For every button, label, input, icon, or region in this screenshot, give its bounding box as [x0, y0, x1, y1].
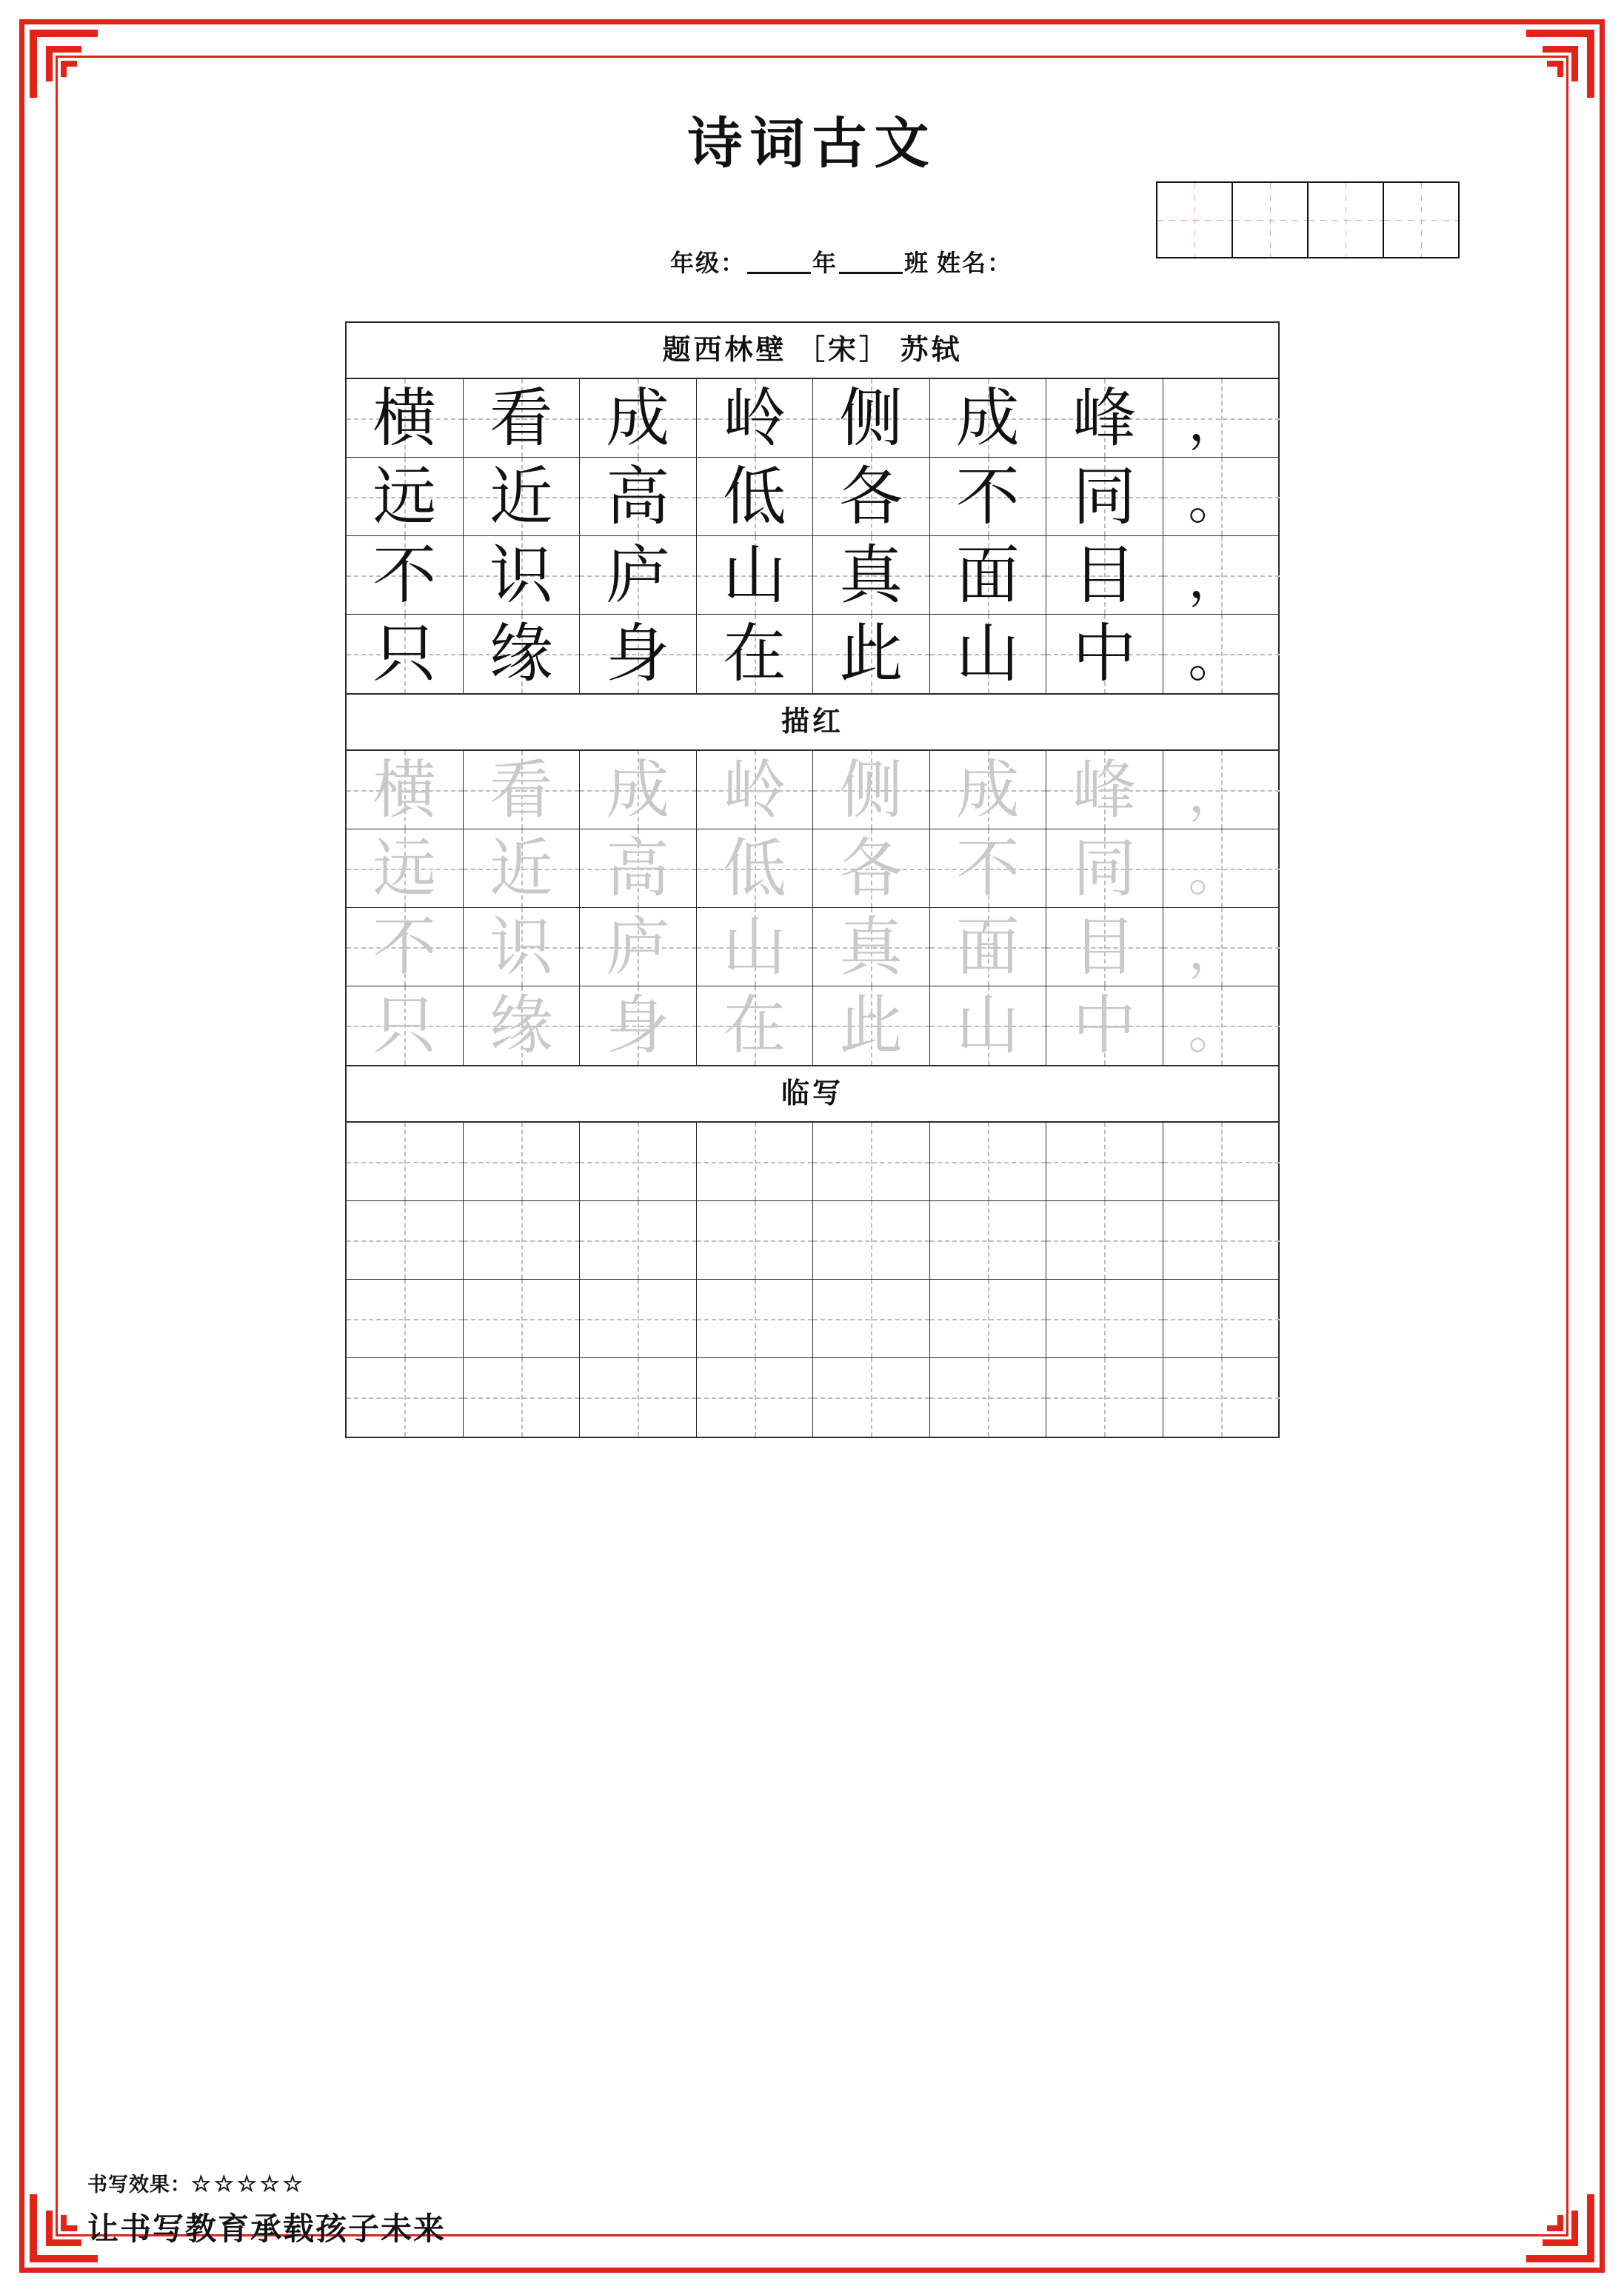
- guide-horizontal: [464, 1319, 580, 1320]
- character-glyph: 岭: [722, 754, 786, 826]
- character-glyph: 庐: [606, 539, 670, 611]
- guide-vertical: [521, 1358, 523, 1437]
- character-cell[interactable]: [813, 1201, 930, 1280]
- character-glyph: 山: [955, 618, 1020, 689]
- guide-vertical: [404, 1358, 406, 1437]
- character-cell[interactable]: [813, 829, 930, 908]
- guide-horizontal: [1046, 1162, 1163, 1163]
- character-glyph: 看: [489, 754, 553, 826]
- guide-vertical: [1104, 1280, 1106, 1357]
- guide-horizontal: [930, 1162, 1046, 1163]
- punctuation-glyph: 。: [1188, 631, 1240, 688]
- grid-row: [347, 1358, 1278, 1437]
- character-cell[interactable]: [813, 536, 930, 615]
- practice-sheet: [345, 321, 1280, 1438]
- character-cell[interactable]: [1046, 1201, 1163, 1280]
- character-cell[interactable]: [930, 1123, 1047, 1201]
- name-box-cell[interactable]: [1232, 181, 1309, 258]
- character-glyph: 缘: [489, 990, 553, 1061]
- character-cell[interactable]: [580, 1280, 697, 1358]
- guide-vertical: [871, 1123, 872, 1200]
- character-cell[interactable]: [697, 1123, 814, 1201]
- character-cell[interactable]: [464, 379, 581, 458]
- guide-vertical: [638, 1280, 639, 1357]
- character-cell[interactable]: [580, 986, 697, 1065]
- grid-row: [347, 536, 1278, 615]
- guide-vertical: [1104, 1123, 1106, 1200]
- character-cell[interactable]: [1046, 379, 1163, 458]
- punctuation-glyph: ，: [1188, 923, 1240, 980]
- character-cell[interactable]: [813, 379, 930, 458]
- guide-horizontal: [813, 1319, 929, 1320]
- guide-horizontal: [347, 1319, 463, 1320]
- corner-ornament-top-left: [30, 30, 98, 98]
- character-cell[interactable]: [930, 536, 1047, 615]
- poem-header: 题西林壁 ［宋］ 苏轼: [347, 323, 1278, 379]
- character-cell[interactable]: [697, 1280, 814, 1358]
- character-glyph: 成: [955, 382, 1020, 454]
- character-glyph: 面: [955, 539, 1020, 611]
- character-cell[interactable]: [580, 1201, 697, 1280]
- character-glyph: 只: [372, 618, 437, 689]
- guide-vertical: [871, 1358, 872, 1437]
- character-glyph: 横: [372, 382, 437, 454]
- character-cell[interactable]: [347, 1123, 464, 1201]
- character-cell[interactable]: [1163, 536, 1280, 615]
- guide-horizontal: [1046, 1319, 1163, 1320]
- character-cell[interactable]: [1163, 458, 1280, 536]
- character-cell[interactable]: [1163, 379, 1280, 458]
- character-cell[interactable]: [1046, 536, 1163, 615]
- character-glyph: 不: [955, 832, 1020, 904]
- guide-vertical: [521, 1123, 523, 1200]
- grid-row: [347, 829, 1278, 908]
- character-cell[interactable]: [464, 751, 581, 829]
- character-glyph: 山: [955, 990, 1020, 1061]
- guide-horizontal: [464, 1240, 580, 1242]
- character-cell[interactable]: [813, 1280, 930, 1358]
- character-cell[interactable]: [697, 458, 814, 536]
- character-cell[interactable]: [697, 379, 814, 458]
- character-cell[interactable]: [1163, 986, 1280, 1065]
- guide-vertical: [404, 1123, 406, 1200]
- guide-vertical: [1221, 1358, 1223, 1437]
- character-glyph: 目: [1072, 911, 1137, 983]
- character-cell[interactable]: [580, 751, 697, 829]
- student-meta-line: [670, 244, 1012, 278]
- character-cell[interactable]: [1163, 1358, 1280, 1437]
- character-cell[interactable]: [347, 379, 464, 458]
- character-cell[interactable]: [1163, 751, 1280, 829]
- grid-row: [347, 1123, 1278, 1201]
- guide-vertical: [755, 1358, 756, 1437]
- character-cell[interactable]: [1163, 615, 1280, 693]
- character-cell[interactable]: [813, 1358, 930, 1437]
- punctuation-glyph: 。: [1188, 845, 1240, 902]
- character-glyph: 峰: [1072, 382, 1137, 454]
- class-label: 班: [904, 250, 930, 276]
- guide-horizontal: [697, 1397, 813, 1399]
- grid-row: [347, 615, 1278, 693]
- character-cell[interactable]: [697, 1358, 814, 1437]
- copy-band-label: 临写: [347, 1065, 1278, 1123]
- character-cell[interactable]: [930, 1280, 1047, 1358]
- guide-horizontal: [1046, 1397, 1163, 1399]
- character-glyph: 低: [722, 461, 786, 532]
- character-glyph: 只: [372, 990, 437, 1061]
- grid-row: [347, 908, 1278, 986]
- punctuation-glyph: ，: [1188, 552, 1240, 609]
- guide-horizontal: [813, 1162, 929, 1163]
- name-entry-boxes[interactable]: [1157, 181, 1460, 258]
- character-glyph: 成: [606, 382, 670, 454]
- character-cell[interactable]: [930, 751, 1047, 829]
- character-cell[interactable]: [580, 615, 697, 693]
- character-cell[interactable]: [930, 379, 1047, 458]
- character-cell[interactable]: [1163, 1123, 1280, 1201]
- character-cell[interactable]: [813, 751, 930, 829]
- character-cell[interactable]: [1163, 1201, 1280, 1280]
- character-cell[interactable]: [697, 908, 814, 986]
- character-cell[interactable]: [580, 458, 697, 536]
- character-cell[interactable]: [1046, 829, 1163, 908]
- character-cell[interactable]: [347, 986, 464, 1065]
- character-glyph: 同: [1072, 461, 1137, 532]
- guide-horizontal: [930, 1397, 1046, 1399]
- character-glyph: 高: [606, 832, 670, 904]
- guide-vertical: [1221, 1123, 1223, 1200]
- guide-vertical: [988, 1201, 989, 1279]
- character-glyph: 缘: [489, 618, 553, 689]
- guide-vertical: [521, 1201, 523, 1279]
- character-glyph: 山: [722, 539, 786, 611]
- guide-horizontal: [464, 1162, 580, 1163]
- guide-vertical: [871, 1201, 872, 1279]
- character-glyph: 不: [372, 539, 437, 611]
- character-cell[interactable]: [930, 829, 1047, 908]
- character-glyph: 真: [839, 911, 903, 983]
- guide-horizontal: [347, 1240, 463, 1242]
- guide-horizontal: [813, 1397, 929, 1399]
- character-glyph: 远: [372, 832, 437, 904]
- character-glyph: 看: [489, 382, 553, 454]
- guide-vertical: [988, 1280, 989, 1357]
- character-cell[interactable]: [580, 829, 697, 908]
- character-cell[interactable]: [813, 908, 930, 986]
- character-glyph: 在: [722, 618, 786, 689]
- character-glyph: 庐: [606, 911, 670, 983]
- grid-row: [347, 986, 1278, 1065]
- character-cell[interactable]: [1046, 986, 1163, 1065]
- character-cell[interactable]: [813, 986, 930, 1065]
- character-cell[interactable]: [930, 986, 1047, 1065]
- character-glyph: 身: [606, 618, 670, 689]
- character-glyph: 不: [372, 911, 437, 983]
- character-glyph: 目: [1072, 539, 1137, 611]
- character-glyph: 身: [606, 990, 670, 1061]
- guide-horizontal: [697, 1162, 813, 1163]
- character-glyph: 中: [1072, 990, 1137, 1061]
- guide-vertical: [521, 1280, 523, 1357]
- guide-horizontal: [1163, 1240, 1280, 1242]
- name-box-cell[interactable]: [1383, 181, 1460, 258]
- guide-horizontal: [580, 1162, 696, 1163]
- character-cell[interactable]: [464, 829, 581, 908]
- character-cell[interactable]: [464, 908, 581, 986]
- writing-rating: [87, 2168, 305, 2197]
- character-cell[interactable]: [1163, 829, 1280, 908]
- guide-horizontal: [464, 1397, 580, 1399]
- character-cell[interactable]: [697, 615, 814, 693]
- character-cell[interactable]: [464, 1358, 581, 1437]
- guide-vertical: [638, 1201, 639, 1279]
- character-cell[interactable]: [580, 379, 697, 458]
- guide-horizontal: [1163, 1162, 1280, 1163]
- character-cell[interactable]: [1163, 1280, 1280, 1358]
- character-glyph: 近: [489, 461, 553, 532]
- character-cell[interactable]: [930, 615, 1047, 693]
- character-glyph: 识: [489, 539, 553, 611]
- character-cell[interactable]: [1046, 458, 1163, 536]
- character-cell[interactable]: [930, 458, 1047, 536]
- character-cell[interactable]: [464, 615, 581, 693]
- guide-horizontal: [347, 1162, 463, 1163]
- grade-label: 年级：: [670, 250, 746, 276]
- character-cell[interactable]: [580, 536, 697, 615]
- corner-ornament-top-right: [1526, 30, 1594, 98]
- character-cell[interactable]: [1046, 751, 1163, 829]
- character-cell[interactable]: [347, 536, 464, 615]
- character-cell[interactable]: [813, 458, 930, 536]
- character-cell[interactable]: [347, 615, 464, 693]
- character-cell[interactable]: [464, 1201, 581, 1280]
- guide-horizontal: [580, 1319, 696, 1320]
- corner-ornament-bottom-right: [1526, 2194, 1594, 2262]
- character-cell[interactable]: [1046, 1280, 1163, 1358]
- guide-vertical: [638, 1123, 639, 1200]
- blank-grid: [347, 1123, 1278, 1437]
- character-glyph: 成: [606, 754, 670, 826]
- guide-vertical: [1104, 1358, 1106, 1437]
- character-cell[interactable]: [464, 1280, 581, 1358]
- character-cell[interactable]: [347, 458, 464, 536]
- character-cell[interactable]: [580, 1123, 697, 1201]
- grid-row: [347, 379, 1278, 458]
- guide-vertical: [755, 1123, 756, 1200]
- guide-horizontal: [930, 1240, 1046, 1242]
- character-glyph: 真: [839, 539, 903, 611]
- grid-row: [347, 458, 1278, 536]
- guide-vertical: [1221, 1201, 1223, 1279]
- guide-horizontal: [1163, 1319, 1280, 1320]
- character-cell[interactable]: [1046, 615, 1163, 693]
- guide-horizontal: [813, 1240, 929, 1242]
- character-cell[interactable]: [347, 1201, 464, 1280]
- guide-horizontal: [697, 1319, 813, 1320]
- character-glyph: 低: [722, 832, 786, 904]
- grade-blank[interactable]: [747, 272, 811, 274]
- character-glyph: 不: [955, 461, 1020, 532]
- character-glyph: 岭: [722, 382, 786, 454]
- grid-row: [347, 1280, 1278, 1358]
- guide-horizontal: [347, 1397, 463, 1399]
- guide-vertical: [755, 1280, 756, 1357]
- punctuation-glyph: 。: [1188, 473, 1240, 530]
- character-cell[interactable]: [697, 986, 814, 1065]
- punctuation-glyph: ，: [1188, 766, 1240, 823]
- character-glyph: 此: [839, 618, 903, 689]
- character-cell[interactable]: [347, 751, 464, 829]
- name-label: 姓名：: [937, 250, 1013, 276]
- guide-vertical: [1221, 1280, 1223, 1357]
- guide-horizontal: [697, 1240, 813, 1242]
- character-cell[interactable]: [464, 458, 581, 536]
- character-cell[interactable]: [1046, 908, 1163, 986]
- character-glyph: 中: [1072, 618, 1137, 689]
- footer-slogan: 让书写教育承载孩子未来: [87, 2213, 447, 2247]
- character-glyph: 峰: [1072, 754, 1137, 826]
- guide-vertical: [1104, 1201, 1106, 1279]
- character-cell[interactable]: [580, 1358, 697, 1437]
- trace-grid: [347, 751, 1278, 1065]
- guide-horizontal: [930, 1319, 1046, 1320]
- character-cell[interactable]: [464, 1123, 581, 1201]
- character-glyph: 近: [489, 832, 553, 904]
- trace-band-label: 描红: [347, 693, 1278, 751]
- character-glyph: 识: [489, 911, 553, 983]
- character-cell[interactable]: [580, 908, 697, 986]
- rating-stars[interactable]: ☆☆☆☆☆: [191, 2172, 306, 2196]
- punctuation-glyph: 。: [1188, 1003, 1240, 1060]
- character-glyph: 横: [372, 754, 437, 826]
- character-glyph: 各: [839, 461, 903, 532]
- punctuation-glyph: ，: [1188, 395, 1240, 452]
- grid-row: [347, 1201, 1278, 1280]
- guide-vertical: [988, 1123, 989, 1200]
- character-cell[interactable]: [813, 1123, 930, 1201]
- name-box-cell[interactable]: [1156, 181, 1233, 258]
- character-cell[interactable]: [1046, 1123, 1163, 1201]
- guide-vertical: [638, 1358, 639, 1437]
- character-cell[interactable]: [697, 1201, 814, 1280]
- character-glyph: 山: [722, 911, 786, 983]
- character-glyph: 成: [955, 754, 1020, 826]
- character-cell[interactable]: [1046, 1358, 1163, 1437]
- guide-horizontal: [580, 1240, 696, 1242]
- guide-horizontal: [580, 1397, 696, 1399]
- character-glyph: 在: [722, 990, 786, 1061]
- character-cell[interactable]: [347, 908, 464, 986]
- character-cell[interactable]: [464, 986, 581, 1065]
- character-cell[interactable]: [930, 908, 1047, 986]
- character-glyph: 各: [839, 832, 903, 904]
- rating-label: 书写效果：: [87, 2174, 191, 2196]
- character-cell[interactable]: [1163, 908, 1280, 986]
- page-title: 诗词古文: [687, 114, 937, 175]
- character-glyph: 高: [606, 461, 670, 532]
- character-cell[interactable]: [930, 1201, 1047, 1280]
- guide-vertical: [404, 1201, 406, 1279]
- character-glyph: 同: [1072, 832, 1137, 904]
- grid-row: [347, 751, 1278, 829]
- character-cell[interactable]: [347, 829, 464, 908]
- character-cell[interactable]: [347, 1280, 464, 1358]
- guide-vertical: [755, 1201, 756, 1279]
- guide-horizontal: [1046, 1240, 1163, 1242]
- guide-vertical: [871, 1280, 872, 1357]
- model-grid: [347, 379, 1278, 693]
- year-label: 年: [812, 250, 838, 276]
- character-cell[interactable]: [464, 536, 581, 615]
- character-cell[interactable]: [697, 536, 814, 615]
- character-cell[interactable]: [930, 1358, 1047, 1437]
- guide-horizontal: [1163, 1397, 1280, 1399]
- character-glyph: 侧: [839, 754, 903, 826]
- guide-vertical: [988, 1358, 989, 1437]
- character-glyph: 此: [839, 990, 903, 1061]
- character-cell[interactable]: [697, 751, 814, 829]
- character-cell[interactable]: [347, 1358, 464, 1437]
- guide-vertical: [404, 1280, 406, 1357]
- character-glyph: 侧: [839, 382, 903, 454]
- name-box-cell[interactable]: [1307, 181, 1384, 258]
- character-cell[interactable]: [813, 615, 930, 693]
- character-cell[interactable]: [697, 829, 814, 908]
- character-glyph: 面: [955, 911, 1020, 983]
- class-blank[interactable]: [839, 272, 903, 274]
- character-glyph: 远: [372, 461, 437, 532]
